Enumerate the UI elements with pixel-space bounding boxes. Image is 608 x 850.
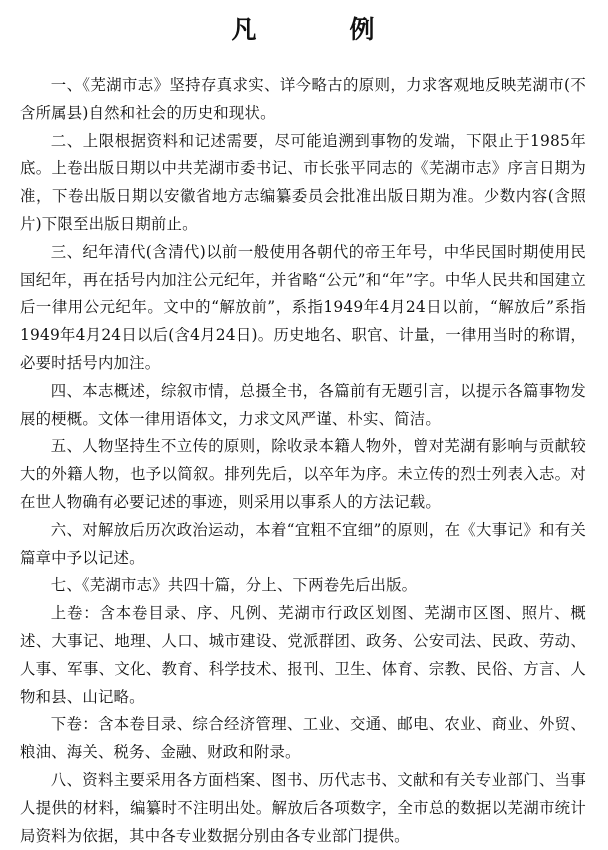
paragraph-7: 七、《芜湖市志》共四十篇，分上、下两卷先后出版。 <box>50 576 418 595</box>
paragraph-3: 三、纪年清代(含清代)以前一般使用各朝代的帝王年号，中华民国时期使用民国纪年，再在括号内加注公元纪年，并省略“公元”和“年”字。中华人民共和国建立后一律用公元纪年。文中的“解放前”，系指1949年4月24日以前，“解放后”系指1949年4月24日以后(含4月24日)。历史地名、职官、计量，一律用当时的称谓，必要时括号内加注。 <box>20 242 586 372</box>
page-title: 凡 例 <box>231 15 409 44</box>
paragraph-4: 四、本志概述，综叙市情，总摄全书，各篇前有无题引言，以提示各篇事物发展的梗概。文体一律用语体文，力求文风严谨、朴实、简洁。 <box>20 381 586 428</box>
paragraph-6: 六、对解放后历次政治运动，本着“宜粗不宜细”的原则，在《大事记》和有关篇章中予以记述。 <box>20 520 586 567</box>
body-text <box>20 72 586 850</box>
paragraph-upper-volume: 上卷：含本卷目录、序、凡例、芜湖市行政区划图、芜湖市区图、照片、概述、大事记、地理、人口、城市建设、党派群团、政务、公安司法、民政、劳动、人事、军事、文化、教育、科学技术、报刊、卫生、体育、宗教、民俗、方言、人物和县、山记略。 <box>20 604 586 706</box>
paragraph-2: 二、上限根据资料和记述需要，尽可能追溯到事物的发端，下限止于1985年底。上卷出版日期以中共芜湖市委书记、市长张平同志的《芜湖市志》序言日期为准，下卷出版日期以安徽省地方志编纂委员会批准出版日期为准。少数内容(含照片)下限至出版日期前止。 <box>20 131 586 233</box>
paragraph-1: 一、《芜湖市志》坚持存真求实、详今略古的原则，力求客观地反映芜湖市(不含所属县)自然和社会的历史和现状。 <box>20 76 586 122</box>
paragraph-5: 五、人物坚持生不立传的原则，除收录本籍人物外，曾对芜湖有影响与贡献较大的外籍人物，也予以简叙。排列先后，以卒年为序。未立传的烈士列表入志。对在世人物确有必要记述的事迹，则采用以事系人的方法记载。 <box>20 437 586 511</box>
paragraph-8: 八、资料主要采用各方面档案、图书、历代志书、文献和有关专业部门、当事人提供的材料，编纂时不注明出处。解放后各项数字，全市总的数据以芜湖市统计局资料为依据，其中各专业数据分别由各专业部门提供。 <box>20 770 586 845</box>
paragraph-lower-volume: 下卷：含本卷目录、综合经济管理、工业、交通、邮电、农业、商业、外贸、粮油、海关、税务、金融、财政和附录。 <box>20 715 586 762</box>
